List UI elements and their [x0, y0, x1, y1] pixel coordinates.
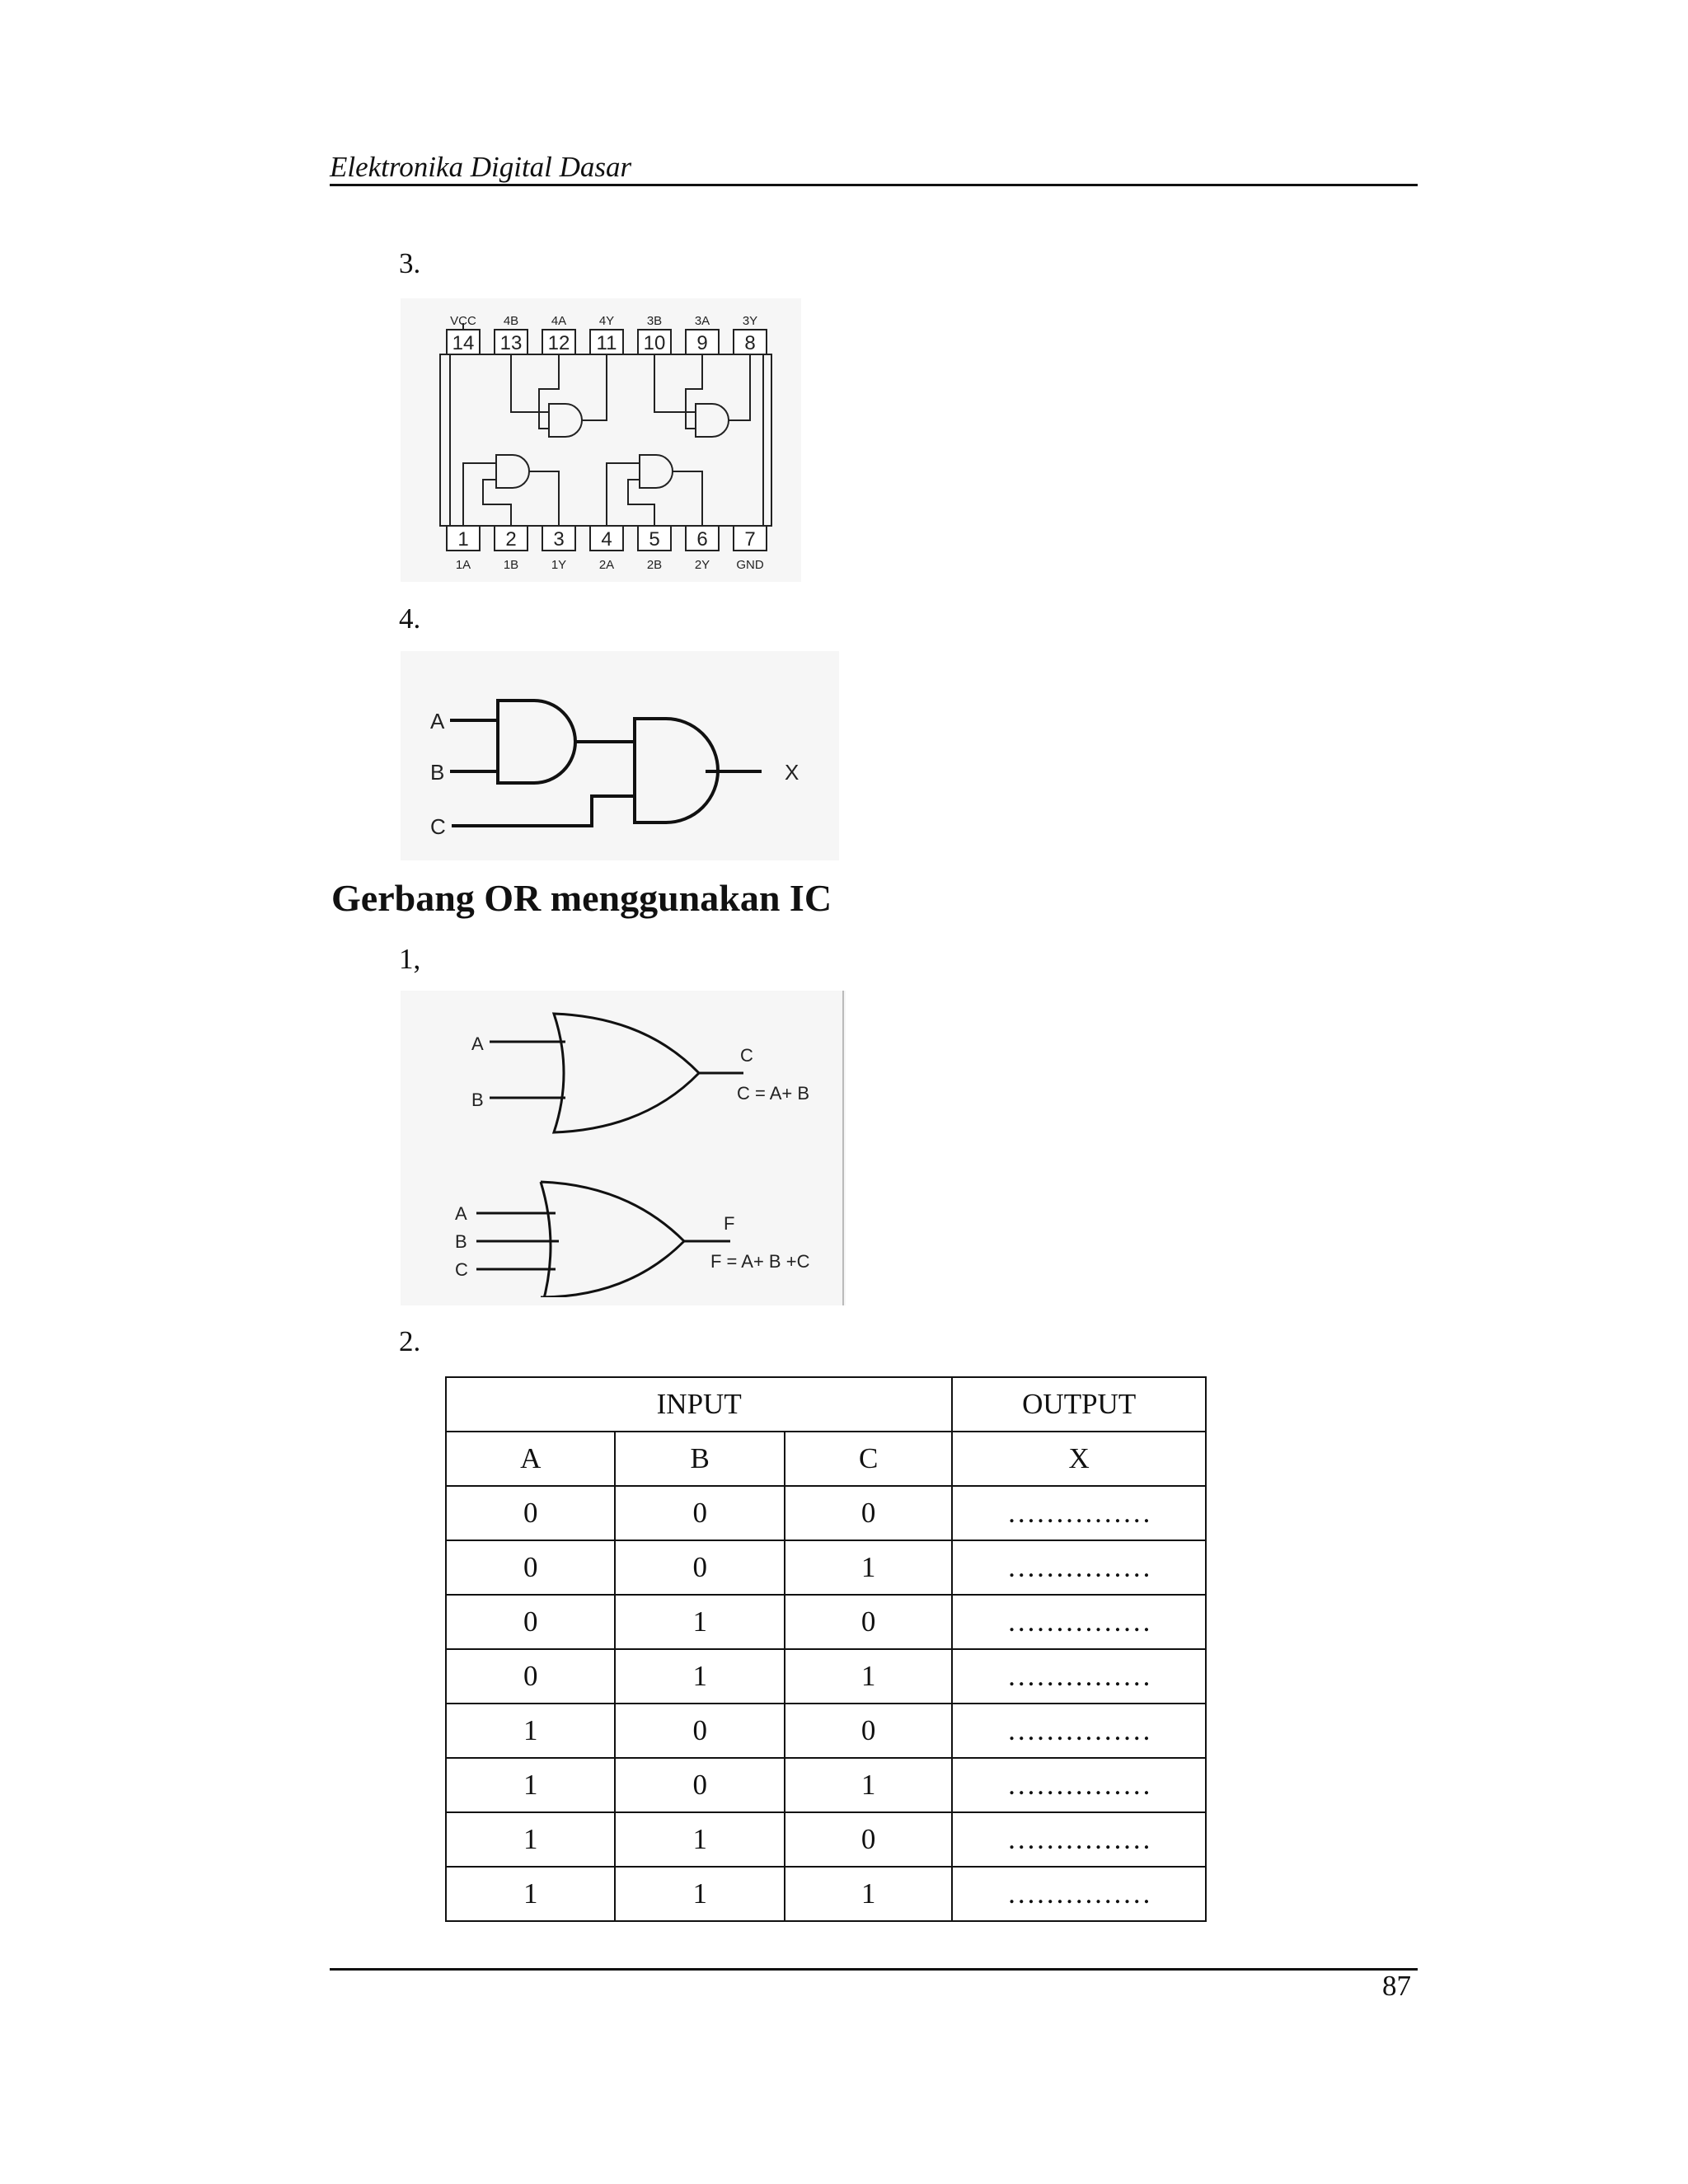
truth-table	[445, 1376, 1207, 1922]
and-circuit-svg	[401, 651, 839, 860]
item-3-number: 3.	[399, 247, 421, 279]
ic-top-label: 3A	[694, 314, 710, 328]
and-gate-2	[635, 719, 718, 823]
table-row: 0 0 0 ……………	[446, 1486, 1206, 1540]
ic-bottom-label: 1Y	[551, 558, 567, 572]
table-row: 1 1 1 ……………	[446, 1867, 1206, 1921]
ic-bottom-label: 2Y	[694, 558, 710, 572]
ic-top-pin: 12	[547, 332, 570, 354]
or-gate-2-input	[554, 1014, 699, 1132]
ic-top-pin: 11	[596, 332, 617, 354]
header-output: OUTPUT	[952, 1377, 1206, 1432]
ic-bottom-pin: 5	[649, 528, 660, 551]
ic-bottom-label: GND	[736, 558, 764, 572]
page-number: 87	[1382, 1970, 1411, 2002]
ic-bottom-pin: 2	[505, 528, 517, 551]
or2-input-a: A	[455, 1203, 467, 1224]
ic-top-label: VCC	[450, 314, 476, 328]
ic-top-pin: 14	[452, 332, 475, 354]
table-row: 0 1 0 ……………	[446, 1595, 1206, 1649]
or-gates-figure	[401, 991, 846, 1305]
or-item-2-number: 2.	[399, 1325, 421, 1357]
table-row: 0 1 1 ……………	[446, 1649, 1206, 1704]
running-header: Elektronika Digital Dasar	[330, 151, 632, 183]
input-c-label: C	[430, 814, 446, 839]
input-a-label: A	[430, 709, 445, 733]
ic-bottom-pin: 7	[744, 528, 756, 551]
or-item-1-number: 1,	[399, 943, 421, 975]
ic-pinout-svg	[401, 298, 801, 582]
col-b: B	[615, 1432, 784, 1486]
or2-equation: F = A+ B +C	[710, 1251, 810, 1272]
ic-bottom-pin: 3	[553, 528, 565, 551]
col-c: C	[785, 1432, 952, 1486]
ic-top-pin: 10	[643, 332, 666, 354]
or1-output: C	[740, 1045, 753, 1066]
output-x-label: X	[785, 760, 799, 785]
ic-top-label: 4B	[503, 314, 519, 328]
footer-rule	[330, 1968, 1418, 1971]
ic-bottom-label: 2A	[598, 558, 615, 572]
ic-top-pin: 9	[696, 332, 708, 354]
header-input: INPUT	[446, 1377, 952, 1432]
ic-top-label: 4Y	[598, 314, 615, 328]
ic-top-pin: 13	[499, 332, 523, 354]
or-gates-svg	[401, 991, 846, 1305]
table-row: 1 0 1 ……………	[446, 1758, 1206, 1812]
or-gate-3-input	[541, 1182, 684, 1305]
ic-bottom-label: 2B	[646, 558, 663, 572]
ic-top-pin: 8	[744, 332, 756, 354]
or1-equation: C = A+ B	[737, 1083, 810, 1104]
section-heading: Gerbang OR menggunakan IC	[331, 877, 832, 919]
or2-output: F	[724, 1213, 735, 1234]
and-circuit-figure	[401, 651, 839, 860]
col-a: A	[446, 1432, 615, 1486]
header-rule	[330, 184, 1418, 186]
ic-top-label: 3B	[646, 314, 663, 328]
ic-bottom-pin: 6	[696, 528, 708, 551]
or2-input-c: C	[455, 1259, 468, 1280]
col-x: X	[952, 1432, 1206, 1486]
input-b-label: B	[430, 760, 445, 785]
ic-top-label: 3Y	[742, 314, 758, 328]
item-4-number: 4.	[399, 602, 421, 635]
or2-input-b: B	[455, 1231, 467, 1252]
and-gate-1	[498, 701, 575, 783]
ic-bottom-pin: 1	[457, 528, 469, 551]
table-row: 0 0 1 ……………	[446, 1540, 1206, 1595]
or1-input-a: A	[471, 1033, 484, 1054]
ic-bottom-pin: 4	[601, 528, 612, 551]
or1-input-b: B	[471, 1090, 484, 1110]
table-row: 1 0 0 ……………	[446, 1704, 1206, 1758]
table-row: 1 1 0 ……………	[446, 1812, 1206, 1867]
ic-pinout-figure	[401, 298, 801, 582]
ic-bottom-label: 1A	[455, 558, 471, 572]
ic-top-label: 4A	[551, 314, 567, 328]
ic-bottom-label: 1B	[503, 558, 519, 572]
